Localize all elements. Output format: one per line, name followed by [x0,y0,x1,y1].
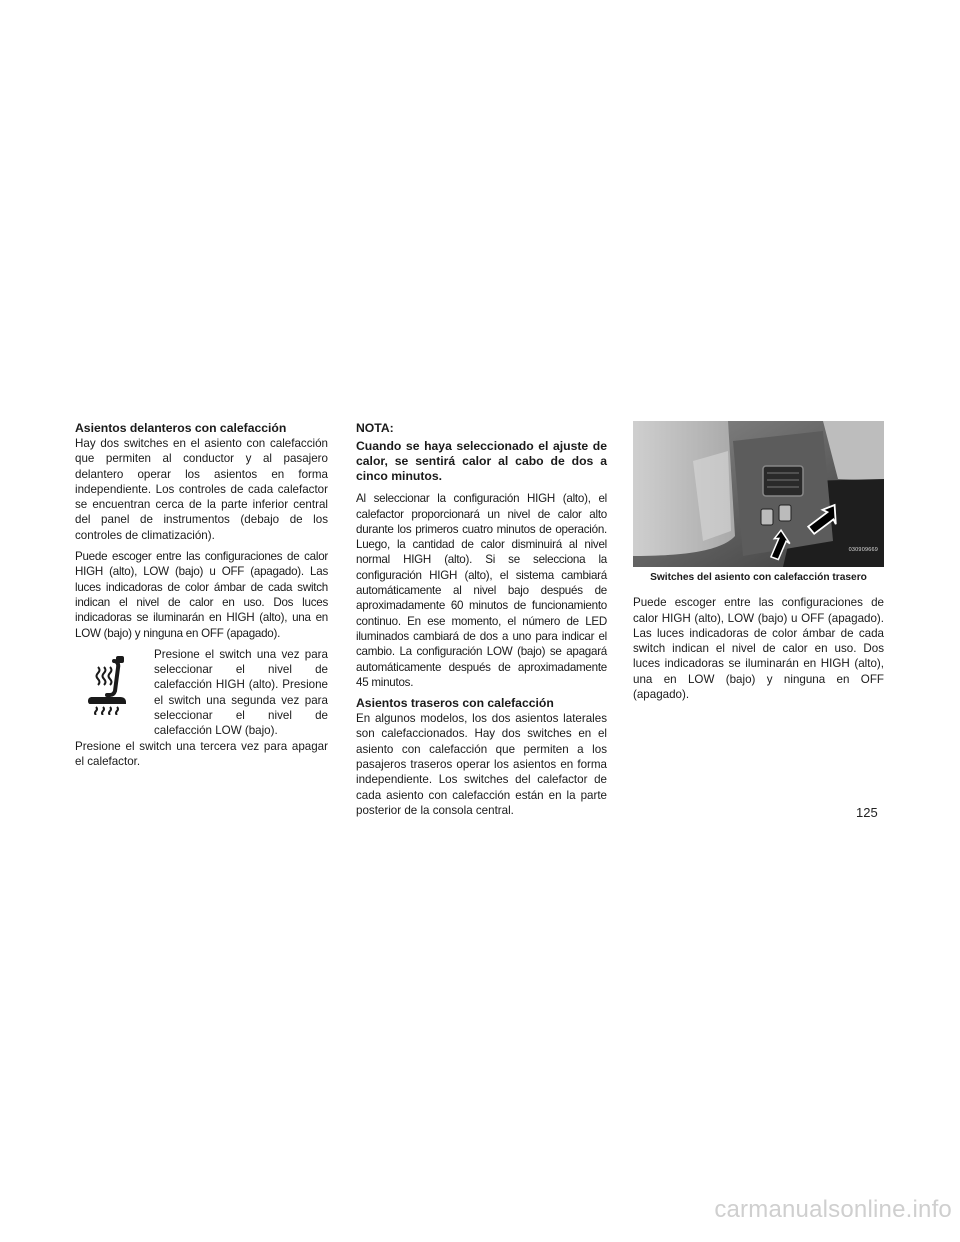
column-left [75,421,328,769]
paragraph-switch-off: Presione el switch una tercera vez para apagar el calefactor. [75,739,328,768]
photo-code: 030909669 [848,546,878,553]
paragraph-switch-press: Presione el switch una vez para seleccionar el nivel de calefacción HIGH (alto). Presione el switch una segunda vez para seleccionar el nivel de calefacción LOW (bajo). [154,647,328,738]
note-body: Al seleccionar la configuración HIGH (alto), el calefactor proporcionará un nivel de calor alto durante los primeros cuatro minutos de operación. Luego, la cantidad de calor disminuirá al nivel normal HIGH (alto). Si se selecciona la configuración HIGH (alto), el sistema cambiará automáticamente al nivel bajo después de aproximadamente 60 minutos de funcionamiento continuo. En ese momento, el número de LED iluminados cambiará de dos a uno para indicar el cambio. La configuración LOW (bajo) se apagará automáticamente después de aproximadamente 45 minutos. [356,492,607,689]
photo-caption: Switches del asiento con calefacción trasero [650,572,867,583]
watermark: carmanualsonline.info [714,1196,952,1223]
paragraph-rear-settings: Puede escoger entre las configuraciones de calor HIGH (alto), LOW (bajo) u OFF (apagado). Las luces indicadoras de color ámbar de cada switch indican el nivel de calor en uso. Dos luces indicadoras se iluminarán en HIGH (alto), una en LOW (bajo) y ninguna en OFF (apagado). [633,596,884,702]
page-number: 125 [856,805,878,820]
paragraph-front-intro: Hay dos switches en el asiento con calefacción que permiten al conductor y al pasajero delantero operar los asientos en forma independiente. Los controles de cada calefactor se encuentran cerca de la parte inferior central del panel de instrumentos (debajo de los controles de climatización). [75,437,328,542]
icon-paragraph-block [75,647,328,739]
paragraph-rear-intro: En algunos modelos, los dos asientos laterales son calefaccionados. Hay dos switches en el asiento con calefacción que permiten a los pasajeros traseros operar los asientos en forma independiente. Los switches del calefactor de cada asiento con calefacción están en la parte posterior de la consola central. [356,712,607,817]
paragraph-front-settings: Puede escoger entre las configuraciones de calor HIGH (alto), LOW (bajo) u OFF (apagado). Las luces indicadoras de color ámbar de cada switch indican el nivel de calor en uso. Dos luces indicadoras se iluminarán en HIGH (alto), una en LOW (bajo) y ninguna en OFF (apagado). [75,550,328,640]
note-lead: Cuando se haya seleccionado el ajuste de calor, se sentirá calor al cabo de dos a cinco minutos. [356,439,607,484]
note-label: NOTA: [356,421,394,435]
heading-rear-heated-seats: Asientos traseros con calefacción [356,696,554,711]
rear-console-photo [633,421,884,567]
heated-seat-icon [84,655,142,715]
column-middle [356,421,607,818]
heading-front-heated-seats: Asientos delanteros con calefacción [75,421,287,435]
column-right [633,421,884,702]
